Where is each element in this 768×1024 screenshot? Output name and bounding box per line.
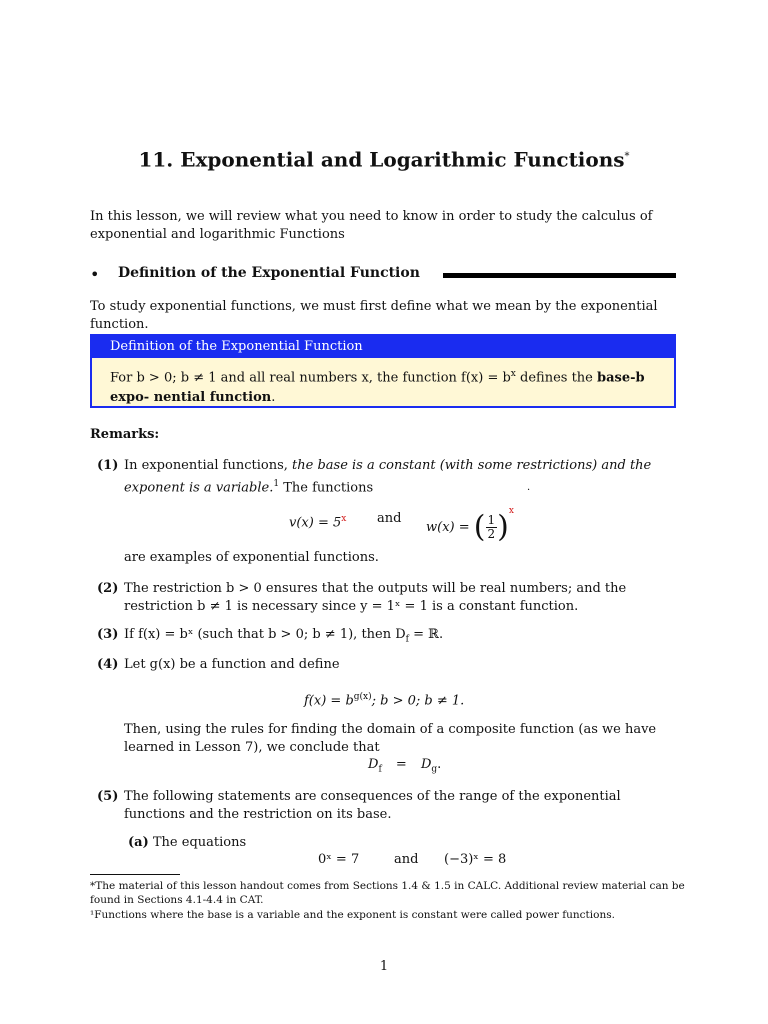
footnote-1: ¹Functions where the base is a variable and the exponent is constant were called power functions. [90, 909, 615, 921]
section-heading: Definition of the Exponential Function [118, 265, 420, 281]
definition-box-heading: Definition of the Exponential Function [92, 336, 674, 358]
equation-composite: $f(x) = b^{g(x)}$; b > 0; b ≠ 1. [304, 692, 465, 709]
remark-1: (1) [97, 458, 119, 473]
equation-5a-2: (−3)ˣ = 8 [444, 852, 507, 867]
remark-3: (3) [97, 627, 119, 642]
remark-3-text: If f(x) = bˣ (such that b > 0; b ≠ 1), then $D_f$ = ℝ. [124, 627, 444, 645]
remark-2-text: The restriction b > 0 ensures that the outputs will be real numbers; and the restriction b ≠ 1 is necessary since y = 1ˣ = 1 is a constant function. [124, 581, 627, 614]
equation-v: $v(x) = 5^x$ [289, 514, 347, 531]
remark-5-text: The following statements are consequences of the range of the exponential functions and the restriction on its base. [124, 789, 621, 822]
definition-box [90, 334, 676, 408]
remark-4-then: Then, using the rules for finding the domain of a composite function (as we have learned in Lesson 7), we conclude that [124, 722, 657, 755]
remark-5a: (a) The equations [128, 835, 247, 850]
title-footnote-mark: * [624, 151, 630, 162]
section-intro: To study exponential functions, we must first define what we mean by the exponential function. [90, 299, 658, 332]
remarks-label: Remarks: [90, 427, 160, 442]
equation-and: and [377, 511, 402, 526]
fraction-one-half: $\frac{1}{2}$ [487, 513, 496, 541]
definition-box-text: For b > 0; b ≠ 1 and all real numbers x, the function $f(x) = b^x$ defines the base-b expo- nential function. [110, 369, 645, 406]
equation-domain: $D_f = D_g$. [368, 757, 442, 775]
remark-1-after: are examples of exponential functions. [124, 550, 379, 565]
bullet-icon: • [90, 265, 100, 284]
remark-4-text: Let g(x) be a function and define [124, 657, 340, 672]
equation-5a-1: 0ˣ = 7 [318, 852, 360, 867]
page-number: 1 [379, 959, 389, 974]
definition-term: base-b expo- nential function [110, 370, 645, 406]
remark-2: (2) [97, 581, 119, 596]
footnote-star: *The material of this lesson handout comes from Sections 1.4 & 1.5 in CALC. Additional review material can be found in Sections 4.1-4.4 in CAT. [90, 880, 685, 906]
equation-5a-and: and [394, 852, 419, 867]
page-title: 11. Exponential and Logarithmic Functions* [138, 147, 630, 172]
equation-w: w(x) = ( $\frac{1}{2}$ )$^x$ [426, 506, 514, 545]
remark-4: (4) [97, 657, 119, 672]
footnote-rule [90, 874, 180, 875]
stray-mark: · [527, 485, 531, 496]
remark-1-text: In exponential functions, the base is a constant (with some restrictions) and the exponent is a variable.$^1$ The functions [124, 458, 652, 496]
footnote-1-mark: 1 [273, 479, 280, 489]
intro-paragraph: In this lesson, we will review what you need to know in order to study the calculus of exponential and logarithmic Functions [90, 209, 653, 242]
remark-5: (5) [97, 789, 119, 804]
section-rule [443, 273, 676, 278]
